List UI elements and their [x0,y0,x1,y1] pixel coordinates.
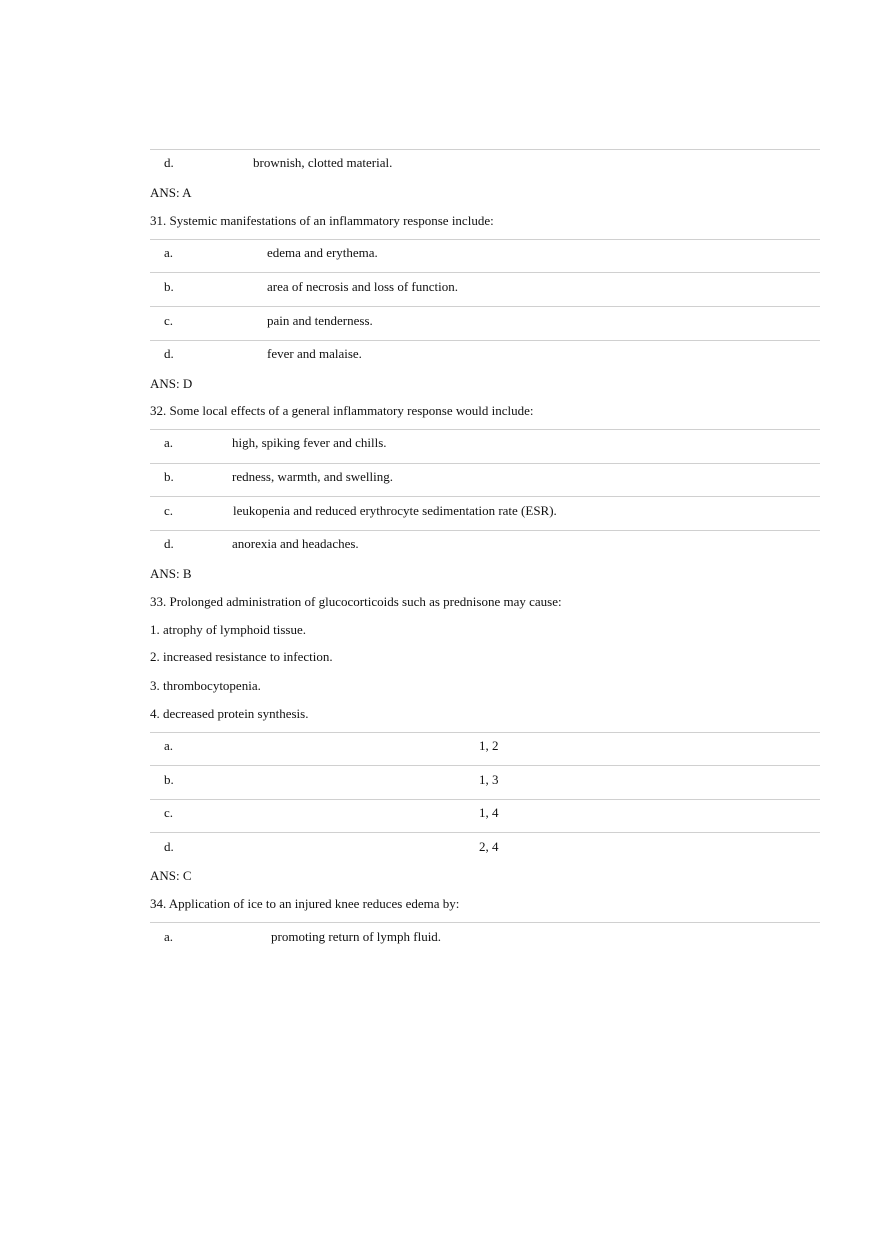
numbered-item: 2. increased resistance to infection. [150,649,333,664]
table-rule [150,832,820,833]
table-rule [150,799,820,800]
question-stem: 31. Systemic manifestations of an inflammatory response include: [150,213,494,228]
option-text: edema and erythema. [267,245,378,260]
option-text: 1, 4 [479,805,499,820]
answer-key: ANS: A [150,185,192,200]
table-rule [150,765,820,766]
table-rule [150,239,820,240]
option-letter: d. [164,155,174,170]
table-rule [150,149,820,150]
table-rule [150,496,820,497]
option-letter: c. [164,503,174,518]
option-letter: b. [164,469,174,484]
numbered-item: 4. decreased protein synthesis. [150,706,309,721]
table-rule [150,463,820,464]
option-text: promoting return of lymph fluid. [271,929,442,944]
option-letter: b. [164,772,174,787]
option-text: leukopenia and reduced erythrocyte sedimentation rate (ESR). [233,503,557,518]
option-text: high, spiking fever and chills. [232,435,387,450]
option-letter: a. [164,929,174,944]
option-letter: d. [164,346,174,361]
option-text: 2, 4 [479,839,499,854]
answer-key: ANS: D [150,376,193,391]
option-text: 1, 3 [479,772,499,787]
question-stem: 34. Application of ice to an injured knee reduces edema by: [150,896,460,911]
option-text: pain and tenderness. [267,313,373,328]
option-letter: c. [164,805,174,820]
table-rule [150,530,820,531]
option-text: 1, 2 [479,738,499,753]
table-rule [150,732,820,733]
table-rule [150,306,820,307]
option-letter: c. [164,313,174,328]
answer-key: ANS: B [150,566,192,581]
option-letter: a. [164,738,174,753]
option-letter: d. [164,839,174,854]
table-rule [150,340,820,341]
question-stem: 33. Prolonged administration of glucocorticoids such as prednisone may cause: [150,594,562,609]
numbered-item: 1. atrophy of lymphoid tissue. [150,622,306,637]
option-text: redness, warmth, and swelling. [232,469,394,484]
option-text: anorexia and headaches. [232,536,359,551]
option-letter: a. [164,245,174,260]
option-letter: b. [164,279,174,294]
table-rule [150,922,820,923]
option-letter: d. [164,536,174,551]
option-text: fever and malaise. [267,346,362,361]
option-letter: a. [164,435,174,450]
option-text: brownish, clotted material. [253,155,393,170]
option-text: area of necrosis and loss of function. [267,279,458,294]
table-rule [150,272,820,273]
question-stem: 32. Some local effects of a general inflammatory response would include: [150,403,534,418]
answer-key: ANS: C [150,868,192,883]
table-rule [150,429,820,430]
numbered-item: 3. thrombocytopenia. [150,678,261,693]
